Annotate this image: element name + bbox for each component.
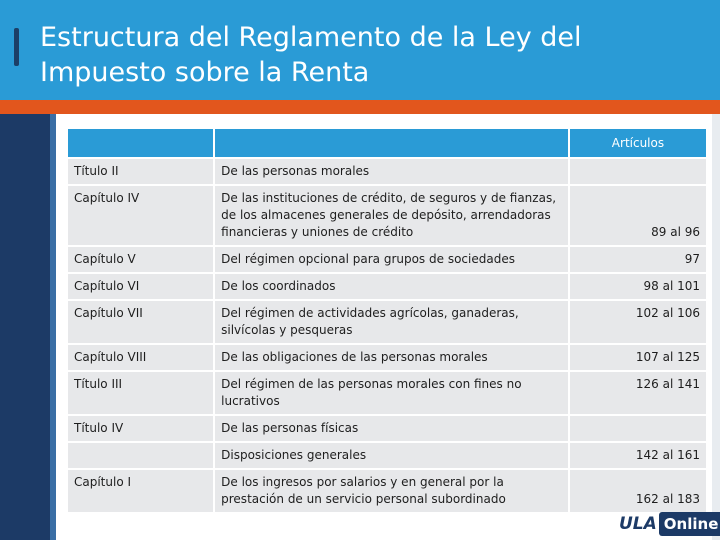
slide-title-line-1: Estructura del Reglamento de la Ley del	[40, 22, 582, 53]
table-row	[68, 470, 706, 512]
description-cell: De las obligaciones de las personas morales	[215, 345, 568, 370]
table-row	[68, 345, 706, 370]
description-cell: De las instituciones de crédito, de seguros y de fianzas, de los almacenes generales de depósito, arrendadoras financieras y uniones de crédito	[215, 186, 568, 245]
articles-cell: 162 al 183	[570, 470, 706, 512]
orange-divider	[0, 100, 720, 114]
articles-cell: 98 al 101	[570, 274, 706, 299]
table-header-row	[68, 129, 706, 157]
header-cell-articles: Artículos	[570, 129, 706, 157]
table-row	[68, 247, 706, 272]
logo-online-text: Online	[659, 512, 720, 536]
articles-table	[66, 127, 708, 514]
section-cell: Título IV	[68, 416, 213, 441]
table-row	[68, 372, 706, 414]
section-cell: Título III	[68, 372, 213, 414]
articles-cell	[570, 416, 706, 441]
description-cell: De los coordinados	[215, 274, 568, 299]
section-cell	[68, 443, 213, 468]
description-cell: De los ingresos por salarios y en general por la prestación de un servicio personal subordinado	[215, 470, 568, 512]
articles-cell: 89 al 96	[570, 186, 706, 245]
section-cell: Título II	[68, 159, 213, 184]
description-cell: De las personas físicas	[215, 416, 568, 441]
header-cell-description	[215, 129, 568, 157]
section-cell: Capítulo IV	[68, 186, 213, 245]
articles-cell: 126 al 141	[570, 372, 706, 414]
section-cell: Capítulo VIII	[68, 345, 213, 370]
right-gray-stripe	[712, 114, 720, 540]
articles-cell: 142 al 161	[570, 443, 706, 468]
section-cell: Capítulo VII	[68, 301, 213, 343]
description-cell: De las personas morales	[215, 159, 568, 184]
description-cell: Del régimen de actividades agrícolas, ganaderas, silvícolas y pesqueras	[215, 301, 568, 343]
description-cell: Del régimen opcional para grupos de sociedades	[215, 247, 568, 272]
ula-online-logo	[617, 511, 720, 537]
header-accent-bar	[14, 28, 19, 66]
description-cell: Disposiciones generales	[215, 443, 568, 468]
table-row	[68, 186, 706, 245]
articles-cell: 97	[570, 247, 706, 272]
section-cell: Capítulo VI	[68, 274, 213, 299]
slide-title	[40, 20, 680, 90]
table-row	[68, 416, 706, 441]
section-cell: Capítulo I	[68, 470, 213, 512]
table-row	[68, 443, 706, 468]
articles-cell: 107 al 125	[570, 345, 706, 370]
articles-cell	[570, 159, 706, 184]
table-row	[68, 301, 706, 343]
header-cell-section	[68, 129, 213, 157]
left-navy-stripe	[0, 114, 54, 540]
table-row	[68, 274, 706, 299]
description-cell: Del régimen de las personas morales con fines no lucrativos	[215, 372, 568, 414]
logo-brand-text: ULA	[619, 514, 657, 534]
section-cell: Capítulo V	[68, 247, 213, 272]
slide-title-line-2: Impuesto sobre la Renta	[40, 57, 370, 88]
left-blue-stripe	[50, 114, 56, 540]
articles-cell: 102 al 106	[570, 301, 706, 343]
table-row	[68, 159, 706, 184]
